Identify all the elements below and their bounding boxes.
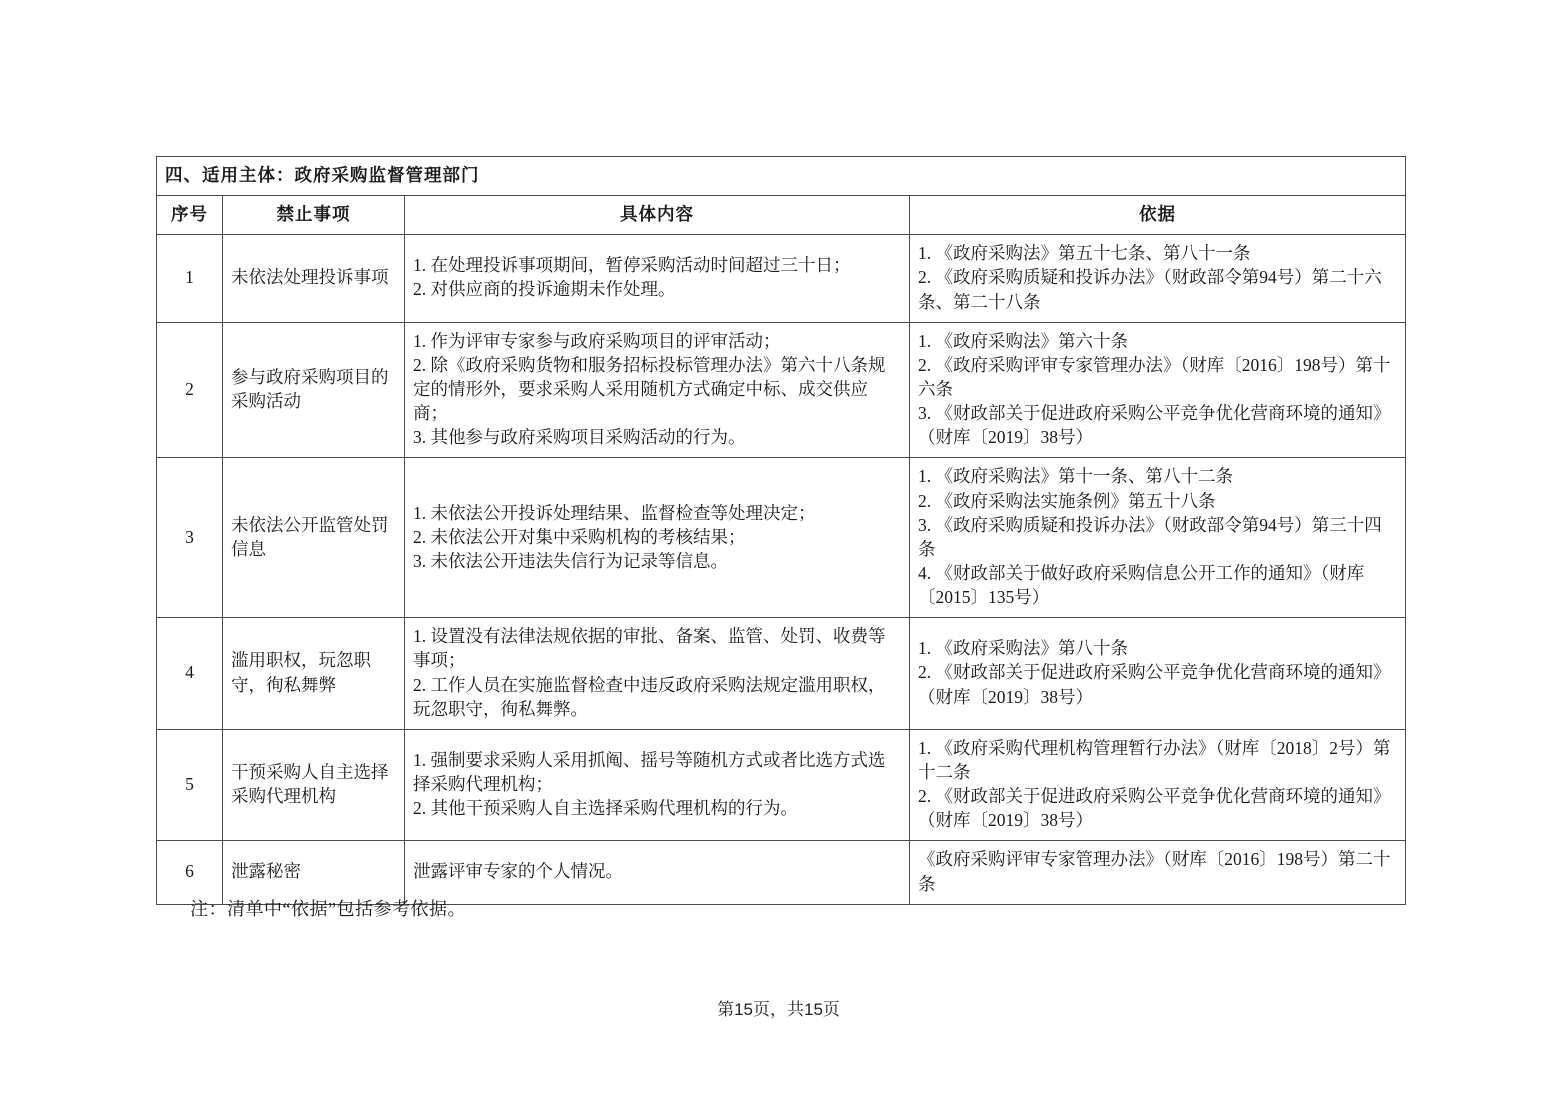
- page-footer: 第15页，共15页: [717, 1000, 840, 1019]
- row-content: [405, 322, 910, 458]
- row-basis: [910, 458, 1406, 618]
- basis-line: 2. 《财政部关于促进政府采购公平竞争优化营商环境的通知》（财库〔2019〕38号）: [918, 662, 1391, 707]
- basis-line: 1. 《政府采购代理机构管理暂行办法》（财库〔2018〕2号）第十二条: [918, 737, 1391, 782]
- content-line: 1. 作为评审专家参与政府采购项目的评审活动；: [413, 330, 781, 351]
- column-header-item: 禁止事项: [223, 196, 405, 235]
- row-basis: [910, 841, 1406, 904]
- row-item: 未依法公开监管处罚信息: [223, 458, 405, 618]
- basis-line: 1. 《政府采购法》第十一条、第八十二条: [918, 466, 1233, 487]
- table-row: [157, 458, 1406, 618]
- row-item: 干预采购人自主选择采购代理机构: [223, 729, 405, 841]
- basis-line: 《政府采购评审专家管理办法》（财库〔2016〕198号）第二十条: [918, 849, 1391, 894]
- row-basis: [910, 235, 1406, 322]
- content-line: 2. 对供应商的投诉逾期未作处理。: [413, 279, 676, 300]
- table-section-title-row: [157, 157, 1406, 196]
- prohibited-items-table: [156, 156, 1406, 905]
- row-content: [405, 618, 910, 730]
- content-line: 1. 设置没有法律法规依据的审批、备案、监管、处罚、收费等事项；: [413, 626, 886, 671]
- basis-line: 1. 《政府采购法》第五十七条、第八十一条: [918, 243, 1251, 264]
- row-no: 6: [157, 841, 223, 904]
- row-item: 泄露秘密: [223, 841, 405, 904]
- table-row: [157, 729, 1406, 841]
- row-no: 5: [157, 729, 223, 841]
- basis-line: 2. 《政府采购质疑和投诉办法》（财政部令第94号）第二十六条、第二十八条: [918, 267, 1382, 312]
- column-header-no: 序号: [157, 196, 223, 235]
- content-line: 2. 其他干预采购人自主选择采购代理机构的行为。: [413, 798, 798, 819]
- content-line: 1. 在处理投诉事项期间，暂停采购活动时间超过三十日；: [413, 255, 851, 276]
- row-no: 2: [157, 322, 223, 458]
- row-basis: [910, 618, 1406, 730]
- row-content: [405, 235, 910, 322]
- row-basis: [910, 729, 1406, 841]
- table-row: [157, 235, 1406, 322]
- row-no: 4: [157, 618, 223, 730]
- basis-line: 3. 《政府采购质疑和投诉办法》（财政部令第94号）第三十四条: [918, 514, 1382, 559]
- basis-line: 4. 《财政部关于做好政府采购信息公开工作的通知》（财库〔2015〕135号）: [918, 562, 1365, 608]
- table-row: [157, 322, 1406, 458]
- basis-line: 1. 《政府采购法》第六十条: [918, 330, 1128, 351]
- basis-line: 2. 《财政部关于促进政府采购公平竞争优化营商环境的通知》（财库〔2019〕38号）: [918, 786, 1391, 831]
- section-title: 四、适用主体：政府采购监督管理部门: [157, 157, 1406, 196]
- basis-line: 2. 《政府采购法实施条例》第五十八条: [918, 490, 1216, 511]
- content-line: 1. 强制要求采购人采用抓阄、摇号等随机方式或者比选方式选择采购代理机构；: [413, 749, 886, 795]
- row-content: [405, 458, 910, 618]
- table-header-row: [157, 196, 1406, 235]
- row-no: 3: [157, 458, 223, 618]
- content-line: 1. 未依法公开投诉处理结果、监督检查等处理决定；: [413, 502, 816, 523]
- content-line: 2. 未依法公开对集中采购机构的考核结果；: [413, 526, 746, 547]
- row-no: 1: [157, 235, 223, 322]
- row-content: [405, 729, 910, 841]
- column-header-basis: 依据: [910, 196, 1406, 235]
- row-content: [405, 841, 910, 904]
- basis-line: 2. 《政府采购评审专家管理办法》（财库〔2016〕198号）第十六条: [918, 354, 1391, 399]
- row-item: 参与政府采购项目的采购活动: [223, 322, 405, 458]
- table-note: 注：清单中“依据”包括参考依据。: [190, 899, 466, 919]
- content-line: 3. 未依法公开违法失信行为记录等信息。: [413, 550, 728, 571]
- table-row: [157, 618, 1406, 730]
- content-line: 泄露评审专家的个人情况。: [413, 861, 623, 882]
- row-item: 未依法处理投诉事项: [223, 235, 405, 322]
- content-line: 2. 工作人员在实施监督检查中违反政府采购法规定滥用职权，玩忽职守，徇私舞弊。: [413, 674, 886, 719]
- basis-line: 3. 《财政部关于促进政府采购公平竞争优化营商环境的通知》（财库〔2019〕38号）: [918, 403, 1391, 448]
- row-item: 滥用职权，玩忽职守，徇私舞弊: [223, 618, 405, 730]
- basis-line: 1. 《政府采购法》第八十条: [918, 638, 1128, 659]
- column-header-content: 具体内容: [405, 196, 910, 235]
- content-line: 2. 除《政府采购货物和服务招标投标管理办法》第六十八条规定的情形外，要求采购人采用随机方式确定中标、成交供应商；: [413, 354, 886, 424]
- content-line: 3. 其他参与政府采购项目采购活动的行为。: [413, 427, 746, 448]
- row-basis: [910, 322, 1406, 458]
